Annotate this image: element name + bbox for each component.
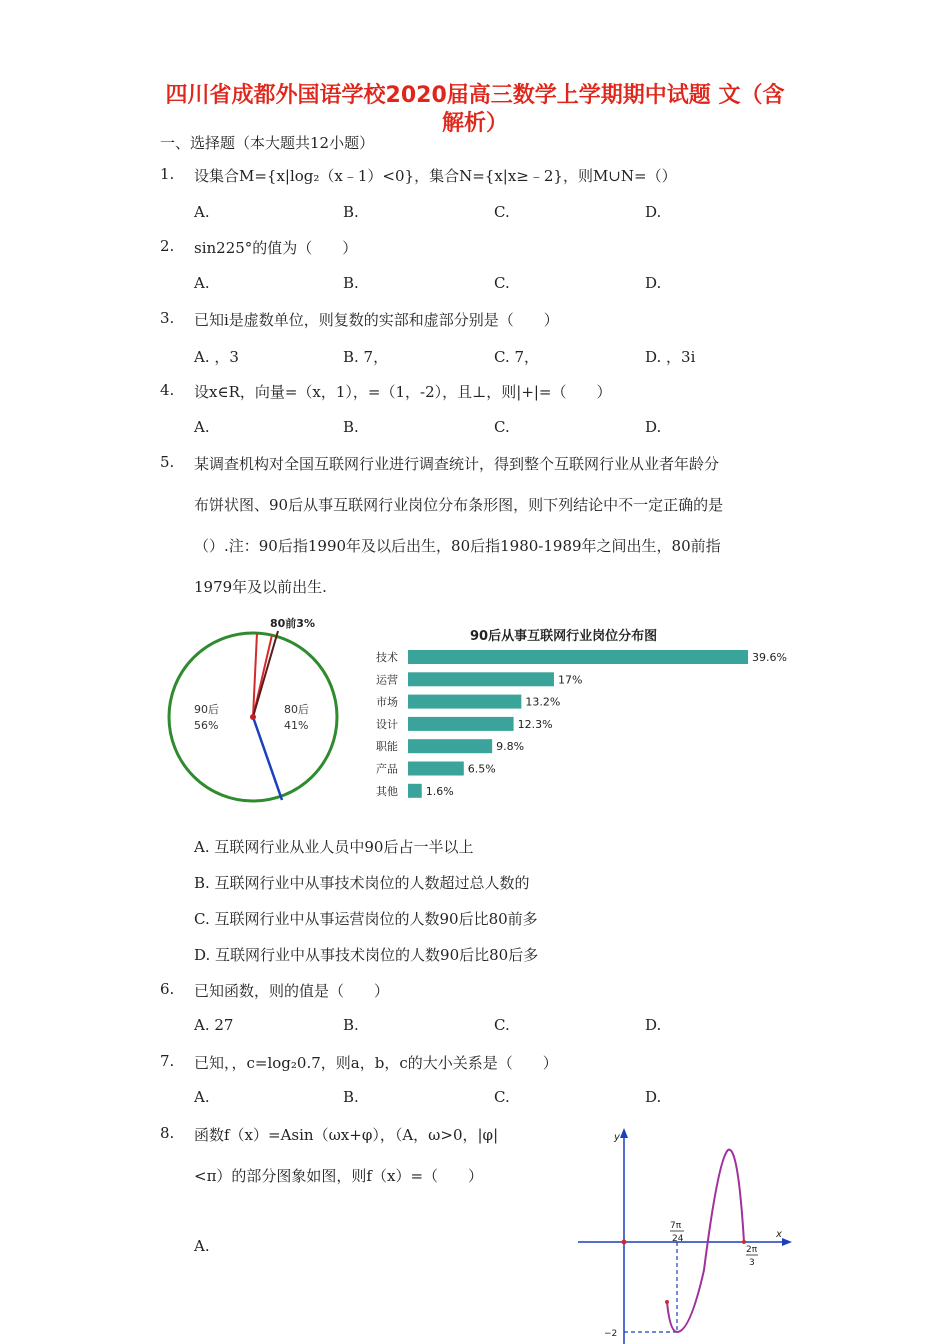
tick-7pi-den: 24 <box>672 1234 684 1244</box>
q3-option-d: D. ，3i <box>645 348 696 366</box>
bar <box>408 784 422 798</box>
y-axis-label: y <box>614 1132 620 1143</box>
q1-option-a: A. <box>194 203 210 221</box>
pie-label-80-after-pct: 41% <box>284 719 309 732</box>
sine-graph <box>570 1120 800 1344</box>
bar-value-label: 17% <box>557 673 583 687</box>
q2-option-b: B. <box>343 274 359 292</box>
bar-category-label: 产品 <box>376 762 398 776</box>
bar <box>408 695 521 709</box>
q7-option-d: D. <box>645 1088 662 1106</box>
document-title-line1: 四川省成都外国语学校2020届高三数学上学期期中试题 文（含 <box>165 83 785 108</box>
bar-group <box>376 650 787 798</box>
y-min-label: −2 <box>604 1329 618 1339</box>
bar <box>408 650 748 664</box>
q4-option-b: B. <box>343 418 359 436</box>
q3-option-c: C. 7， <box>494 348 540 366</box>
q2-stem: sin225°的值为（ ） <box>194 239 358 257</box>
q8-stem-line2: <π）的部分图象如图，则f（x）=（ ） <box>194 1167 484 1185</box>
tick-2pi-den: 3 <box>749 1258 755 1268</box>
q2-option-c: C. <box>494 274 510 292</box>
pie-center-dot <box>250 714 256 720</box>
q8-number: 8. <box>160 1124 175 1142</box>
q6-stem: 已知函数，则的值是（ ） <box>194 982 390 1000</box>
curve-start-point <box>665 1300 669 1304</box>
pie-label-90-after-group: 90后 <box>194 703 219 716</box>
q3-option-a: A. ，3 <box>194 348 239 366</box>
q3-number: 3. <box>160 309 175 327</box>
q1-option-c: C. <box>494 203 510 221</box>
document-title-line2: 解析） <box>441 111 508 136</box>
q4-number: 4. <box>160 381 175 399</box>
tick-7pi-num: 7π <box>670 1221 682 1231</box>
bar-value-label: 39.6% <box>752 651 787 664</box>
q4-stem: 设x∈R，向量=（x，1），=（1，-2），且⊥，则|+|=（ ） <box>194 383 612 401</box>
q2-option-a: A. <box>194 274 210 292</box>
q5-stem-line2: 布饼状图、90后从事互联网行业岗位分布条形图，则下列结论中不一定正确的是 <box>194 496 724 514</box>
q5-stem-line1: 某调查机构对全国互联网行业进行调查统计，得到整个互联网行业从业者年龄分 <box>194 455 720 473</box>
q7-option-a: A. <box>194 1088 210 1106</box>
q1-option-d: D. <box>645 203 662 221</box>
q4-option-c: C. <box>494 418 510 436</box>
bar-category-label: 设计 <box>376 717 398 731</box>
x-axis-label: x <box>776 1229 782 1240</box>
q1-number: 1. <box>160 165 175 183</box>
q4-option-d: D. <box>645 418 662 436</box>
q6-option-d: D. <box>645 1016 662 1034</box>
bar-chart-title: 90后从事互联网行业岗位分布图 <box>470 629 658 644</box>
q7-option-c: C. <box>494 1088 510 1106</box>
q1-option-b: B. <box>343 203 359 221</box>
tick-2pi-num: 2π <box>746 1245 758 1255</box>
q2-number: 2. <box>160 237 175 255</box>
bar-value-label: 9.8% <box>496 740 525 754</box>
q2-option-d: D. <box>645 274 662 292</box>
pie-label-80-before: 80前3% <box>270 617 315 630</box>
q7-number: 7. <box>160 1052 175 1070</box>
bar-category-label: 技术 <box>376 651 398 664</box>
bar <box>408 717 514 731</box>
q4-option-a: A. <box>194 418 210 436</box>
bar-category-label: 运营 <box>376 673 398 687</box>
pie-label-90-after-pct: 56% <box>194 719 219 732</box>
bar-category-label: 市场 <box>376 695 398 709</box>
bar <box>408 672 554 686</box>
q6-option-b: B. <box>343 1016 359 1034</box>
age-distribution-pie-chart <box>160 605 360 805</box>
bar-category-label: 职能 <box>376 740 398 754</box>
bar-value-label: 6.5% <box>467 762 496 776</box>
q5-option-d: D. 互联网行业中从事技术岗位的人数90后比80后多 <box>194 946 539 964</box>
q6-option-c: C. <box>494 1016 510 1034</box>
bar <box>408 762 464 776</box>
origin-point <box>622 1240 627 1245</box>
q3-option-b: B. 7， <box>343 348 389 366</box>
bar <box>408 739 492 753</box>
y-axis-arrow <box>620 1128 628 1138</box>
bar-value-label: 13.2% <box>525 695 561 709</box>
pie-label-80-after-group: 80后 <box>284 703 309 716</box>
section-heading: 一、选择题（本大题共12小题） <box>160 134 375 152</box>
q7-stem: 已知，，c=log₂0.7，则a，b，c的大小关系是（ ） <box>194 1054 558 1072</box>
q5-number: 5. <box>160 453 175 471</box>
q5-stem-line4: 1979年及以前出生. <box>194 578 327 596</box>
q5-option-a: A. 互联网行业从业人员中90后占一半以上 <box>194 838 474 856</box>
zero-point <box>742 1240 746 1244</box>
q5-option-c: C. 互联网行业中从事运营岗位的人数90后比80前多 <box>194 910 538 928</box>
q8-option-a: A. <box>194 1237 210 1255</box>
bar-value-label: 1.6% <box>425 784 454 798</box>
q5-option-b: B. 互联网行业中从事技术岗位的人数超过总人数的 <box>194 874 530 892</box>
q6-option-a: A. 27 <box>194 1016 234 1034</box>
q5-stem-line3: （）.注：90后指1990年及以后出生，80后指1980-1989年之间出生，80前指 <box>194 537 721 555</box>
q8-stem-line1: 函数f（x）=Asin（ωx+φ），（A，ω>0，|φ| <box>194 1126 499 1144</box>
q6-number: 6. <box>160 980 175 998</box>
x-axis-arrow <box>782 1238 792 1246</box>
job-distribution-bar-chart <box>370 620 800 805</box>
q1-stem: 设集合M={x|log₂（x﹣1）<0}，集合N={x|x≥﹣2}，则M∪N=（） <box>194 167 677 185</box>
q3-stem: 已知i是虚数单位，则复数的实部和虚部分别是（ ） <box>194 311 559 329</box>
q7-option-b: B. <box>343 1088 359 1106</box>
bar-category-label: 其他 <box>376 784 398 798</box>
pie-divider-blue <box>253 717 282 800</box>
bar-value-label: 12.3% <box>517 717 553 731</box>
